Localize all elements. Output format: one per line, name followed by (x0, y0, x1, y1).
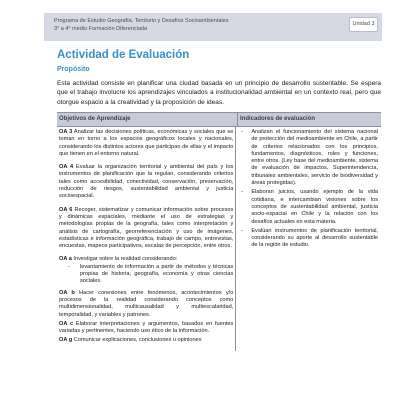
objective-item (59, 321, 233, 336)
objective-code: OA 3 (59, 129, 73, 135)
objective-sublist (68, 264, 233, 286)
objective-code: OA b (59, 289, 75, 296)
objective-code: OA a (59, 256, 72, 263)
objectives-column (57, 127, 236, 351)
indicator-item: - Elaboran juicios, usando ejemplo de la vida cotidiana, e intercambian visiones sobre los conceptos de sustentabilidad ambiental, justicia socio-espacial en Chile y la relación con los desafíos actuales en esta materia. (241, 189, 378, 225)
objective-text: Evaluar la organización territorial y ambiental del país y los instrumentos de planificación que la regulan, considerando criterios tales como accesibilidad, conectividad, conservación, preservación, reducción de riesgos, sustentabilidad ambiental y justicia socioespacial. (59, 164, 234, 200)
intro-paragraph: Esta actividad consiste en planificar una ciudad basada en un principio de desarrollo sustentable. Se espera que el trabajo involucre los aprendizajes vinculados a institucionalidad ambiental en un contexto real, pero que otorgue espacio a la creatividad y la proposición de ideas. (57, 80, 381, 106)
unit-badge: Unidad 3 (349, 17, 378, 32)
page-title: Actividad de Evaluación (57, 49, 190, 61)
column-header-indicators: Indicadores de evaluación (240, 116, 316, 122)
indicator-item: - Evalúan instrumentos de planificación territorial, considerando su aporte al desarrollo sustentable de la región de estudio. (241, 227, 378, 249)
indicator-item: - Analizan el funcionamiento del sistema nacional de protección del medioambiente en Chile, a partir de criterios relacionados con los principios, fundamentos, diagnósticos, roles y funciones, entre otros. (Ley base del medioambiente, sistema de evaluación de impactos, Superintendencia, tribunales ambientales, servicio de biodiversidad y áreas protegidas). (241, 129, 378, 187)
objective-text: Elaborar interpretaciones y argumentos, basados en fuentes variadas y pertinentes, haciendo uso ético de la información. (59, 320, 234, 335)
objective-text: Investigar sobre la realidad considerando: (71, 256, 178, 263)
evaluation-table (57, 112, 381, 351)
objective-item (59, 337, 233, 344)
objective-code: OA 4 (59, 164, 74, 171)
objective-subitem: - levantamiento de información a partir de métodos y técnicas propias de historia, geografía, economía y otras ciencias sociales. (68, 263, 234, 285)
objective-text: Recoger, sistematizar y comunicar información sobre procesos y dinámicas espaciales, mediante el uso de estrategias y metodologías propias de la geografía, tales como interpretación y análisis de cartografía, georreferenciación y uso de imágenes, estadísticas e información geográfica, trabajo de campo, entrevistas, encuestas, mapeos participativos, escalas de percepción, entre otros. (59, 206, 234, 250)
header-program-title: Programa de Estudio Geografía, Territorio y Desafíos Socioambientales (54, 18, 229, 24)
objective-text: Comunicar explicaciones, conclusiones u opiniones (72, 337, 202, 344)
objective-text: Hacer conexiones entre fenómenos, acontecimientos y/o procesos de la realidad considerando conceptos como multidimensionalidad, multicausalidad y multiescalaridad, temporalidad, y variables y patrones. (59, 289, 234, 318)
table-header-row (57, 113, 381, 127)
objective-text: Analizar las decisiones políticas, económicas y sociales que se toman en torno a los espacios geográficos locales y nacionales, considerando los distintos actores que participan de ellas y el impacto que tienen en el entorno natural. (59, 129, 234, 157)
objective-code: OA g (59, 337, 73, 344)
table-body (57, 127, 381, 351)
objective-item (59, 256, 233, 263)
indicators-column (236, 127, 381, 351)
objective-item (59, 164, 233, 200)
header-level: 3° a 4° medio Formación Diferenciada (54, 26, 148, 32)
objective-item (59, 207, 233, 251)
column-header-objectives: Objetivos de Aprendizaje (57, 113, 238, 126)
objective-code: OA c (59, 320, 74, 327)
section-subtitle: Propósito (57, 66, 90, 73)
objective-item (59, 290, 233, 319)
objective-code: OA 6 (59, 206, 73, 213)
objective-item (59, 129, 233, 158)
